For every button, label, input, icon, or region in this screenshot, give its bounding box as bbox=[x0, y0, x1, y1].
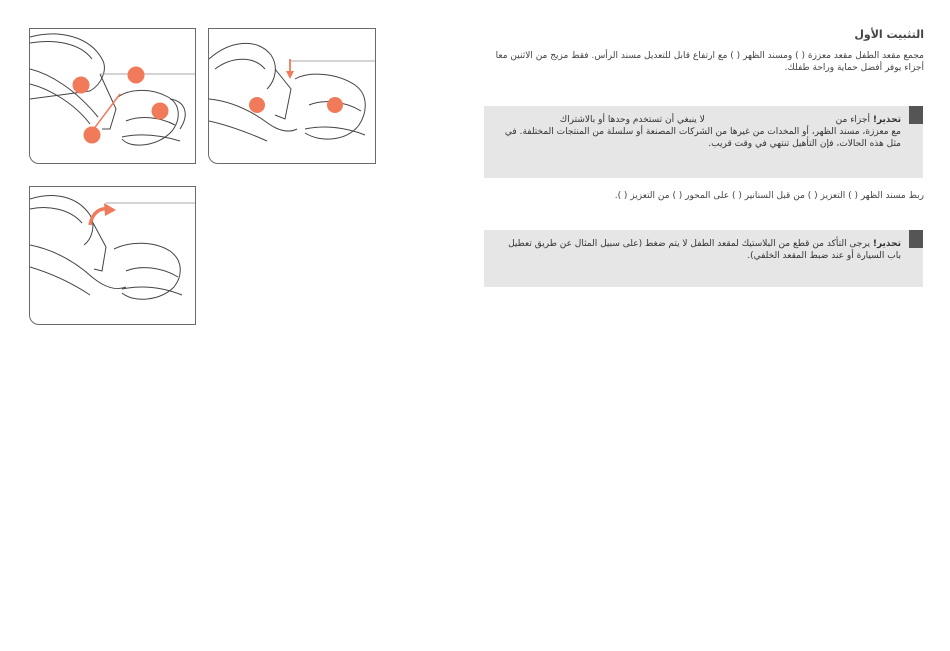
illustration-step-2 bbox=[208, 28, 376, 164]
intro-paragraph: مجمع مقعد الطفل مقعد معززة ( ) ومسند الظهر ( ) مع ارتفاع قابل للتعديل مسند الرأس. فقط مزيج من الاثنين معا أجزاء يوفر أفضل حماية وراحة طفلك. bbox=[495, 51, 924, 73]
warning-bar bbox=[909, 230, 923, 248]
down-arrow-icon bbox=[286, 71, 294, 79]
warning-box-1 bbox=[484, 106, 923, 178]
warning-bar bbox=[909, 106, 923, 124]
warning-label: تحذير! bbox=[872, 115, 901, 125]
section-heading: التثبيت الأول bbox=[854, 28, 924, 41]
illustration-step-1 bbox=[29, 28, 196, 164]
marker-circle bbox=[84, 127, 101, 144]
warning-label: تحذير! bbox=[872, 239, 901, 249]
illustration-step-3 bbox=[29, 186, 196, 325]
warning-part2: لا ينبغي أن تستخدم وحدها أو بالاشتراك bbox=[559, 115, 705, 125]
warning-text-2 bbox=[492, 238, 901, 262]
marker-circle bbox=[327, 97, 343, 113]
warning-body-2: يرجى التأكد من قطع من البلاستيك لمقعد الطفل لا يتم ضغط (على سبيل المثال عن طريق تعطيل باب السيارة أو عند ضبط المقعد الخلفي). bbox=[508, 239, 901, 261]
rotate-arrow-icon bbox=[104, 203, 116, 216]
warning-body-1: مع معززة، مسند الظهر، أو المخدات من غيرها من الشركات المصنعة أو سلسلة من المنتجات المختلفة. في مثل هذه الحالات، فإن التأهيل تنتهي في وقت قريب. bbox=[504, 127, 901, 149]
warning-box-2 bbox=[484, 230, 923, 287]
marker-circle bbox=[128, 67, 145, 84]
marker-circle bbox=[73, 77, 90, 94]
warning-part1: أجزاء من bbox=[835, 115, 870, 125]
warning-text-1 bbox=[492, 114, 901, 150]
marker-circle bbox=[152, 103, 169, 120]
attach-instruction: ربط مسند الظهر ( ) التعزيز ( ) من قبل السنانير ( ) على المحور ( ) من التعزيز ( ). bbox=[614, 191, 924, 201]
marker-circle bbox=[249, 97, 265, 113]
